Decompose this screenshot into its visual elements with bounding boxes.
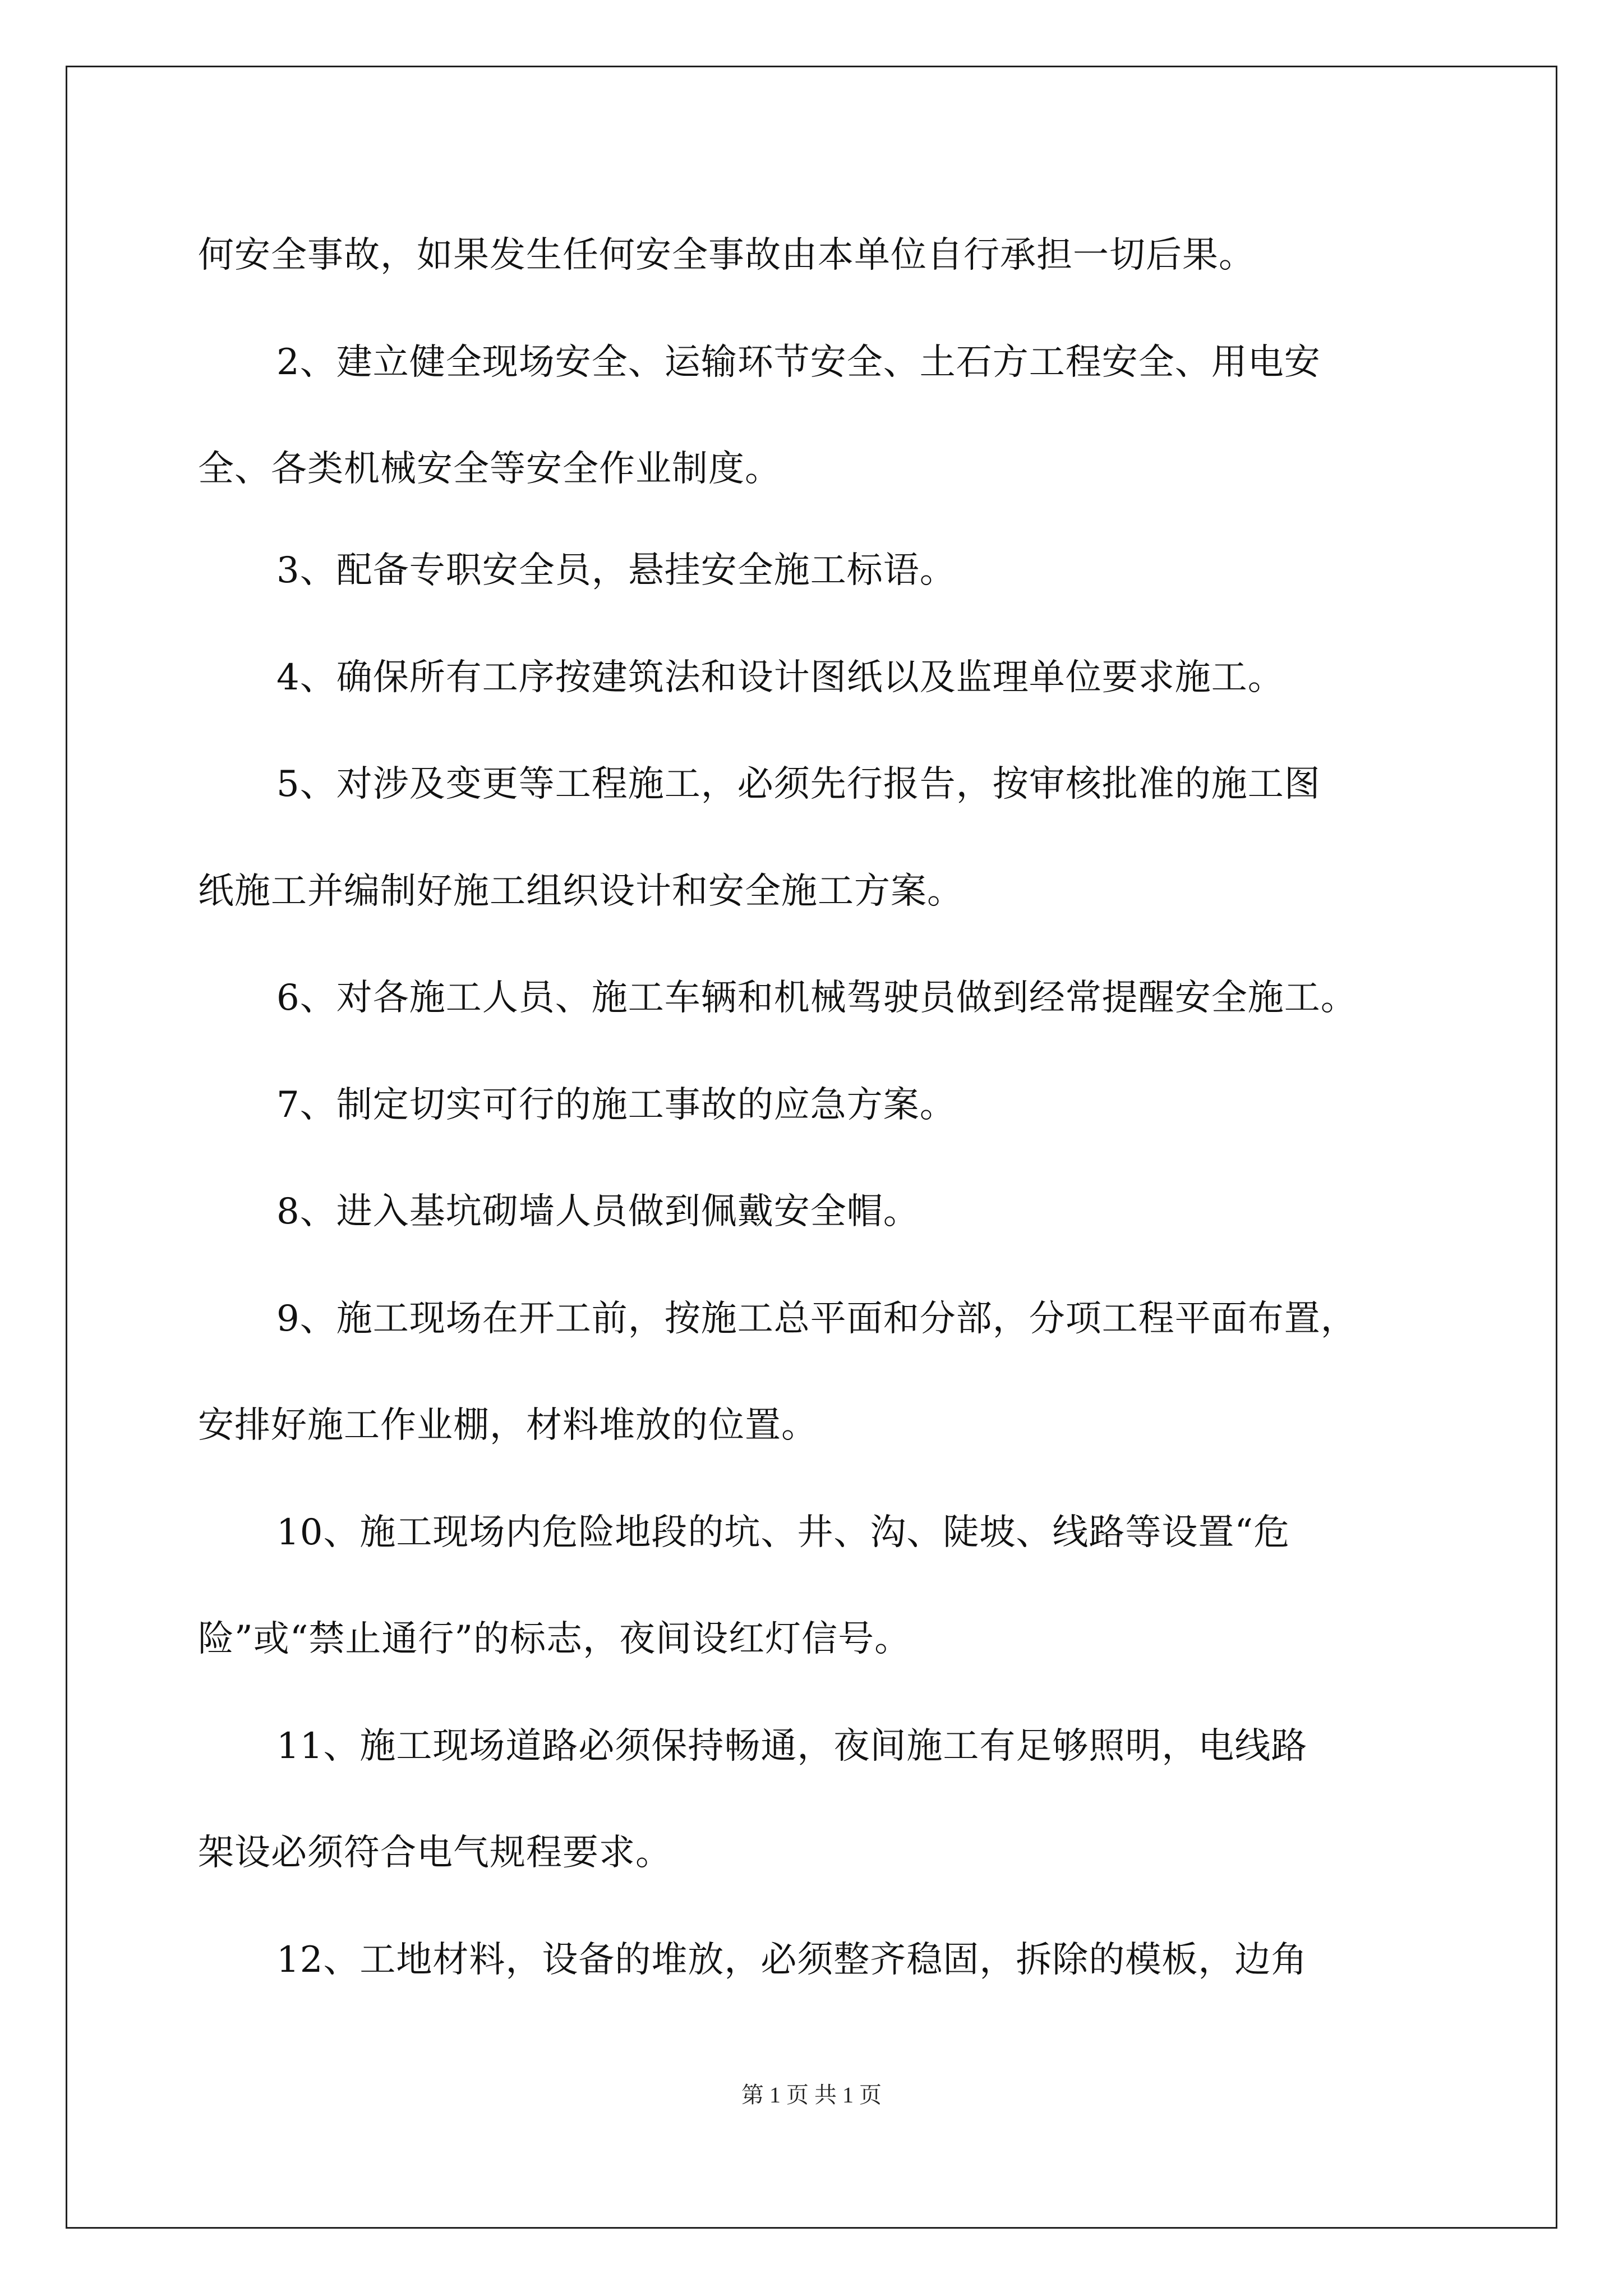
paragraph-line-9: 7、制定切实可行的施工事故的应急方案。	[276, 1084, 956, 1126]
page-border	[66, 66, 1557, 2229]
paragraph-line-4: 3、配备专职安全员，悬挂安全施工标语。	[276, 550, 956, 591]
paragraph-line-3: 全、各类机械安全等安全作业制度。	[198, 448, 781, 490]
paragraph-line-7: 纸施工并编制好施工组织设计和安全施工方案。	[198, 871, 963, 912]
paragraph-line-6: 5、对涉及变更等工程施工，必须先行报告，按审核批准的施工图	[276, 763, 1321, 805]
paragraph-line-15: 11、施工现场道路必须保持畅通，夜间施工有足够照明，电线路	[276, 1726, 1308, 1767]
paragraph-line-8: 6、对各施工人员、施工车辆和机械驾驶员做到经常提醒安全施工。	[276, 977, 1357, 1019]
paragraph-line-14: 险”或“禁止通行”的标志，夜间设红灯信号。	[198, 1618, 911, 1660]
paragraph-line-12: 安排好施工作业棚，材料堆放的位置。	[198, 1405, 818, 1446]
paragraph-line-10: 8、进入基坑砌墙人员做到佩戴安全帽。	[276, 1191, 920, 1232]
paragraph-line-11: 9、施工现场在开工前，按施工总平面和分部，分项工程平面布置，	[276, 1298, 1357, 1340]
paragraph-line-13: 10、施工现场内危险地段的坑、井、沟、陡坡、线路等设置“危	[276, 1512, 1290, 1553]
paragraph-line-2: 2、建立健全现场安全、运输环节安全、土石方工程安全、用电安	[276, 342, 1321, 383]
paragraph-line-17: 12、工地材料，设备的堆放，必须整齐稳固，拆除的模板，边角	[276, 1939, 1308, 1981]
paragraph-line-5: 4、确保所有工序按建筑法和设计图纸以及监理单位要求施工。	[276, 657, 1284, 698]
page-footer: 第 1 页 共 1 页	[741, 2082, 882, 2108]
paragraph-line-16: 架设必须符合电气规程要求。	[198, 1832, 672, 1874]
paragraph-line-1: 何安全事故，如果发生任何安全事故由本单位自行承担一切后果。	[198, 234, 1255, 276]
